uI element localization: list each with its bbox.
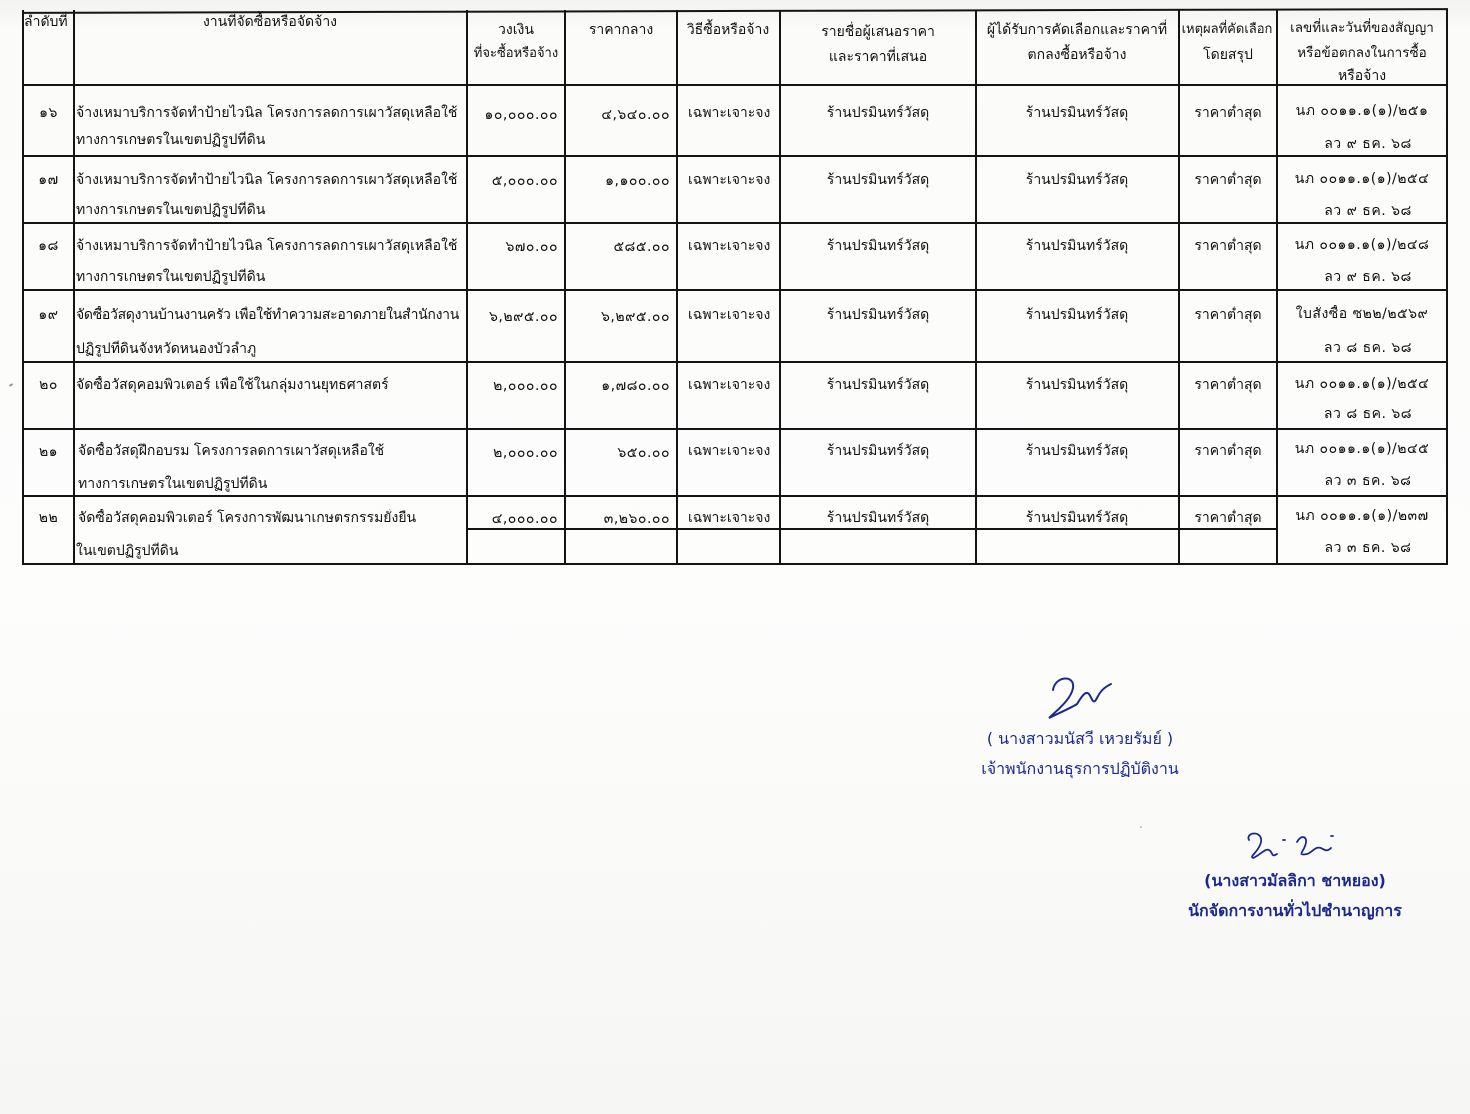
row-reason: ราคาต่ำสุด [1194,510,1262,526]
row-no: ๑๗ [38,172,59,188]
header-bidders-line2: และราคาที่เสนอ [828,49,928,65]
row-contract-no: นภ ๐๐๑๑.๑(๑)/๒๕๑ [1295,103,1429,119]
row-bidder: ร้านปรมินทร์วัสดุ [826,238,930,254]
row-item-line1: จัดซื้อวัสดุคอมพิวเตอร์ โครงการพัฒนาเกษตรกรรมยั่งยืน [78,510,417,526]
row-contract-no: นภ ๐๐๑๑.๑(๑)/๒๕๔ [1294,171,1430,187]
row-method: เฉพาะเจาะจง [688,105,771,121]
row-item-line1: จ้างเหมาบริการจัดทำป้ายไวนิล โครงการลดการเผาวัสดุเหลือใช้ [76,105,458,121]
row-winner: ร้านปรมินทร์วัสดุ [1025,172,1129,188]
row-bidder: ร้านปรมินทร์วัสดุ [826,307,930,323]
row-median-price: ๕๘๕.๐๐ [613,239,670,255]
row-method: เฉพาะเจาะจง [688,172,771,188]
signer-title: นักจัดการงานทั่วไปชำนาญการ [1188,901,1402,920]
row-reason: ราคาต่ำสุด [1194,307,1262,323]
row-winner: ร้านปรมินทร์วัสดุ [1025,238,1129,254]
row-median-price: ๖,๒๙๕.๐๐ [601,309,670,325]
header-median-price: ราคากลาง [588,22,654,38]
row-budget: ๒,๐๐๐.๐๐ [493,445,558,461]
signature-block-officer [930,668,1230,784]
row-contract-date: ลว ๓ ธค. ๖๘ [1324,473,1412,489]
row-item-line1: จ้างเหมาบริการจัดทำป้ายไวนิล โครงการลดการเผาวัสดุเหลือใช้ [76,238,458,254]
row-item-line1: จ้างเหมาบริการจัดทำป้ายไวนิล โครงการลดการเผาวัสดุเหลือใช้ [76,172,458,188]
row-method: เฉพาะเจาะจง [688,377,771,393]
row-budget: ๕,๐๐๐.๐๐ [491,173,558,189]
row-reason: ราคาต่ำสุด [1194,105,1262,121]
header-item: งานที่จัดซื้อหรือจัดจ้าง [202,14,338,30]
row-winner: ร้านปรมินทร์วัสดุ [1025,307,1129,323]
row-contract-date: ลว ๙ ธค. ๖๘ [1324,203,1412,219]
row-bidder: ร้านปรมินทร์วัสดุ [826,377,930,393]
header-budget-line2: ที่จะซื้อหรือจ้าง [473,46,559,61]
row-budget: ๔,๐๐๐.๐๐ [491,511,558,527]
row-budget: ๖๗๐.๐๐ [505,239,558,255]
row-item-line2: ทางการเกษตรในเขตปฏิรูปที่ดิน [76,269,266,285]
row-item-line2: ปฏิรูปที่ดินจังหวัดหนองบัวลำภู [76,341,257,357]
row-contract-no: นภ ๐๐๑๑.๑(๑)/๒๔๕ [1294,441,1430,457]
header-budget-line1: วงเงิน [498,22,534,38]
row-winner: ร้านปรมินทร์วัสดุ [1025,105,1129,121]
header-reason-line2: โดยสรุป [1203,47,1253,63]
row-item-line2: ในเขตปฏิรูปที่ดิน [76,543,179,559]
row-contract-date: ลว ๙ ธค. ๖๘ [1324,269,1412,285]
row-method: เฉพาะเจาะจง [688,238,771,254]
row-bidder: ร้านปรมินทร์วัสดุ [826,510,930,526]
row-contract-date: ลว ๓ ธค. ๖๘ [1324,540,1412,556]
row-method: เฉพาะเจาะจง [688,443,771,459]
row-winner: ร้านปรมินทร์วัสดุ [1025,443,1129,459]
row-item-line2: ทางการเกษตรในเขตปฏิรูปที่ดิน [78,476,268,492]
row-no: ๒๒ [38,510,59,526]
row-contract-no: ใบสั่งซื้อ ซ๒๒/๒๕๖๙ [1295,306,1429,322]
row-reason: ราคาต่ำสุด [1194,377,1262,393]
row-median-price: ๔,๖๔๐.๐๐ [601,107,670,123]
header-contract-line2: หรือข้อตกลงในการซื้อ [1297,45,1427,61]
row-item-line1: จัดซื้อวัสดุคอมพิวเตอร์ เพื่อใช้ในกลุ่มงานยุทธศาสตร์ [76,377,389,393]
row-winner: ร้านปรมินทร์วัสดุ [1025,377,1129,393]
header-no: ลำดับที่ [24,14,68,30]
row-median-price: ๓,๒๖๐.๐๐ [603,511,670,527]
header-method: วิธีซื้อหรือจ้าง [686,22,770,38]
row-no: ๒๑ [38,444,59,460]
row-item-line2: ทางการเกษตรในเขตปฏิรูปที่ดิน [76,202,266,218]
row-budget: ๑๐,๐๐๐.๐๐ [484,107,558,123]
row-no: ๒๐ [39,377,58,393]
row-item-line1: จัดซื้อวัสดุงานบ้านงานครัว เพื่อใช้ทำความสะอาดภายในสำนักงาน [76,307,459,323]
header-contract-line3: หรือจ้าง [1337,68,1387,84]
signer-title: เจ้าพนักงานธุรการปฏิบัติงาน [981,759,1179,778]
row-median-price: ๖๕๐.๐๐ [617,445,670,461]
row-budget: ๖,๒๙๕.๐๐ [489,309,558,325]
header-winner-line1: ผู้ได้รับการคัดเลือกและราคาที่ [986,22,1168,38]
handwritten-signature-icon [1235,826,1355,866]
row-method: เฉพาะเจาะจง [688,307,771,323]
header-reason-line1: เหตุผลที่คัดเลือก [1181,22,1273,37]
row-bidder: ร้านปรมินทร์วัสดุ [826,172,930,188]
row-reason: ราคาต่ำสุด [1194,238,1262,254]
row-no: ๑๘ [38,238,59,254]
row-contract-no: นภ ๐๐๑๑.๑(๑)/๒๔๘ [1294,237,1430,253]
row-reason: ราคาต่ำสุด [1194,172,1262,188]
row-contract-date: ลว ๘ ธค. ๖๘ [1323,340,1413,356]
row-median-price: ๑,๑๐๐.๐๐ [605,173,670,189]
row-median-price: ๑,๗๘๐.๐๐ [601,378,670,394]
row-contract-no: นภ ๐๐๑๑.๑(๑)/๒๕๔ [1294,376,1430,392]
row-no: ๑๙ [38,307,59,323]
signer-name: (นางสาวมัลลิกา ชาหยอง) [1204,871,1386,890]
signer-name: ( นางสาวมนัสวี เหวยรัมย์ ) [986,729,1174,748]
row-winner: ร้านปรมินทร์วัสดุ [1025,510,1129,526]
header-winner-line2: ตกลงซื้อหรือจ้าง [1027,47,1127,63]
row-item-line2: ทางการเกษตรในเขตปฏิรูปที่ดิน [76,132,266,148]
signature-block-manager [1160,826,1430,926]
header-bidders-line1: รายชื่อผู้เสนอราคา [821,24,935,40]
header-contract-line1: เลขที่และวันที่ของสัญญา [1290,20,1434,36]
handwritten-signature-icon [1035,668,1125,724]
row-budget: ๒,๐๐๐.๐๐ [493,378,558,394]
scan-speck [1140,826,1142,828]
row-bidder: ร้านปรมินทร์วัสดุ [826,105,930,121]
row-contract-date: ลว ๘ ธค. ๖๘ [1323,406,1413,422]
row-no: ๑๖ [39,105,58,121]
row-contract-no: นภ ๐๐๑๑.๑(๑)/๒๓๗ [1295,508,1429,524]
row-item-line1: จัดซื้อวัสดุฝึกอบรม โครงการลดการเผาวัสดุเหลือใช้ [78,443,385,459]
row-method: เฉพาะเจาะจง [688,510,771,526]
row-bidder: ร้านปรมินทร์วัสดุ [826,443,930,459]
row-reason: ราคาต่ำสุด [1194,443,1262,459]
row-contract-date: ลว ๙ ธค. ๖๘ [1324,136,1412,152]
